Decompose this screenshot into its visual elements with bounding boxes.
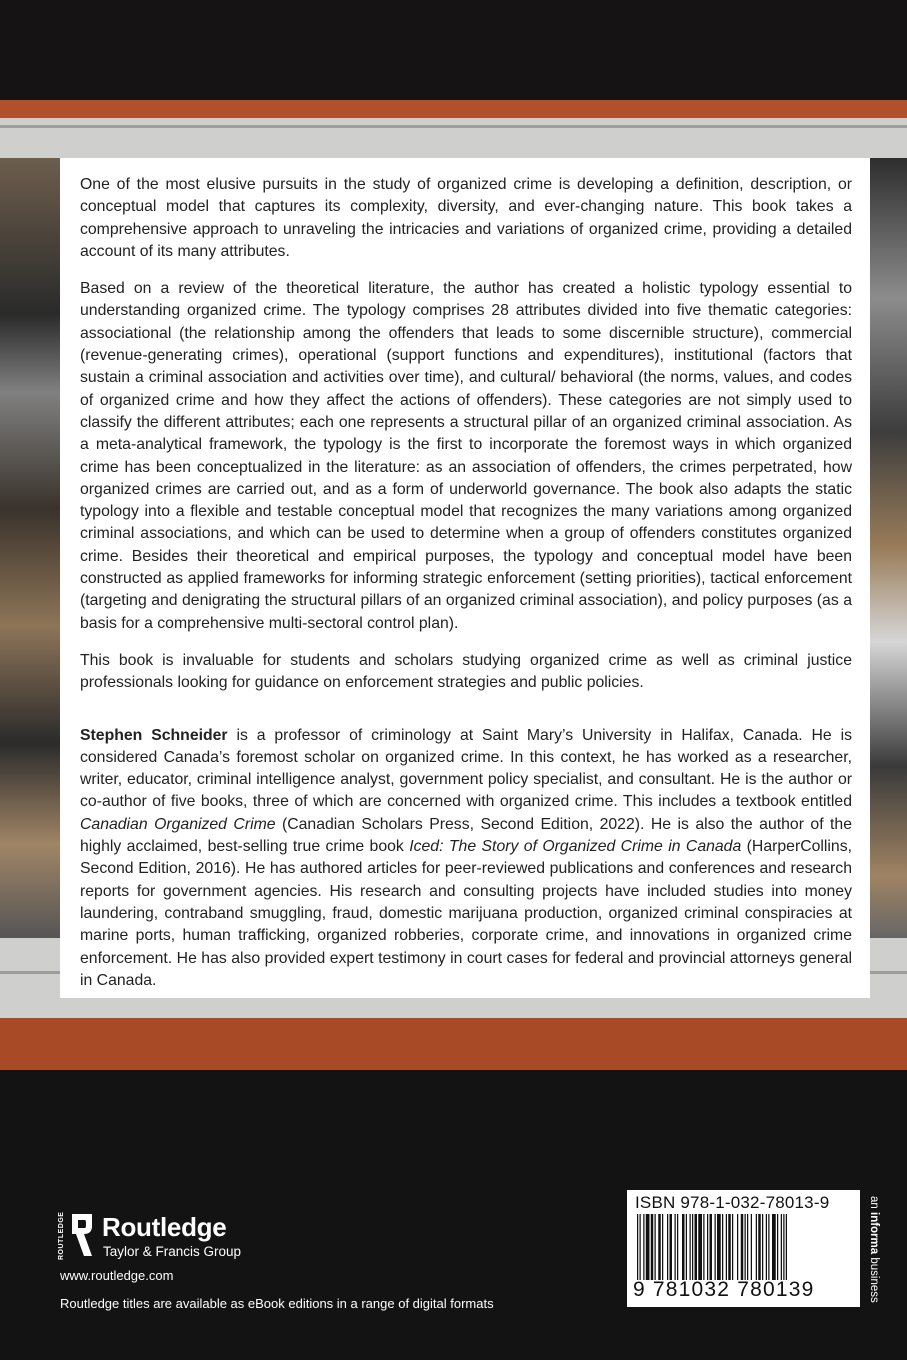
barcode-bar [686, 1214, 687, 1280]
barcode-bar [715, 1214, 716, 1280]
description-paragraph-3: This book is invaluable for students and scholars studying organized crime as well as criminal justice professionals looking for guidance on enforcement strategies and public policies. [80, 651, 852, 692]
routledge-logo-vertical-text: ROUTLEDGE [58, 1211, 65, 1260]
barcode-bar [692, 1214, 693, 1280]
barcode-bar [722, 1214, 723, 1280]
barcode-bar [675, 1214, 676, 1280]
isbn-barcode-box [627, 1190, 860, 1307]
barcode-bar [781, 1214, 782, 1280]
barcode-bar [662, 1214, 663, 1280]
barcode-bar [682, 1214, 685, 1280]
barcode-bar [751, 1214, 752, 1280]
barcode-bar [667, 1214, 668, 1280]
barcode-bar [741, 1214, 744, 1280]
barcode-bar [766, 1214, 767, 1280]
book-title-canadian-organized-crime: Canadian Organized Crime [80, 815, 276, 833]
barcode-bar [658, 1214, 661, 1280]
barcode-bar [786, 1214, 787, 1280]
author-name: Stephen Schneider [80, 726, 228, 744]
author-bio-part-2: (Canadian Scholars Press, Second Edition, 2022). He is also the author of the highly acclaimed, best-selling true crime book [80, 815, 852, 856]
barcode-bar [707, 1214, 708, 1280]
barcode-bar [670, 1214, 673, 1280]
barcode-bar [732, 1214, 733, 1280]
barcode-bar [703, 1214, 704, 1280]
barcode-bar [710, 1214, 713, 1280]
author-bio-part-1: is a professor of criminology at Saint Mary’s University in Halifax, Canada. He is considered Canada’s foremost scholar on organized crime. In this context, he has worked as a researcher, writer, educator, criminal intelligence analyst, government policy specialist, and consultant. He is the author or co-author of five books, three of which are concerned with organized crime. This includes a textbook entitled [80, 726, 852, 811]
collage-right-photos [869, 158, 907, 938]
barcode-bar [651, 1214, 654, 1280]
barcode-bar [756, 1214, 757, 1280]
barcode-bar [777, 1214, 778, 1280]
barcode-bar [737, 1214, 738, 1280]
publisher-name: Routledge [102, 1212, 227, 1242]
barcode-bar [698, 1214, 702, 1280]
barcode-bar [747, 1214, 748, 1280]
top-orange-stripe [0, 100, 907, 118]
collage-left-photos [0, 158, 62, 938]
barcode-bar [677, 1214, 678, 1280]
barcode-bar [690, 1214, 691, 1280]
barcode-bar [643, 1214, 644, 1280]
back-cover-text [80, 174, 852, 1007]
book-title-iced: Iced: The Story of Organized Crime in Canada [409, 838, 742, 856]
barcode-bar [646, 1214, 650, 1280]
barcode-bar [640, 1214, 641, 1280]
isbn-label: ISBN 978-1-032-78013-9 [635, 1193, 830, 1212]
author-bio-part-3: (HarperCollins, Second Edition, 2016). He has authored articles for peer-reviewed publications and conferences and research reports for government agencies. His research and consulting projects have included studies into money laundering, contraband smuggling, fraud, domestic marijuana production, organized criminal conspiracies at marine ports, human trafficking, organized robberies, corporate crime, and innovations in organized crime enforcement. He has also provided expert testimony in court cases for federal and provincial attorneys general in Canada. [80, 838, 852, 989]
informa-brand: informa [868, 1212, 880, 1255]
barcode-bar [655, 1214, 656, 1280]
barcode-bar [758, 1214, 761, 1280]
description-paragraph-2: Based on a review of the theoretical literature, the author has created a holistic typology essential to understanding organized crime. The typology comprises 28 attributes divided into five thematic categories: associational (the relationship among the offenders that leads to some discernible structure), commercial (revenue-generating crimes), operational (support functions and expenditures), institutional (factors that sustain a criminal association and activities over time), and cultural/ behavioral (the norms, values, and codes of organized crime and how they affect the actions of offenders). These categories are not simply used to classify the different attributes; each one represents a structural pillar of an organized criminal association. As a meta-analytical framework, the typology is the first to incorporate the foremost ways in which organized crime has been conceptualized in the literature: as an association of offenders, the crimes perpetrated, how organized crimes are carried out, and as a form of underworld governance. The book also adapts the static typology into a flexible and testable conceptual model that recognizes the many variations among organized criminal associations, and which can be used to determine when a group of offenders constitutes organized crime. Besides their theoretical and empirical purposes, the typology and conceptual model have been constructed as applied frameworks for informing strategic enforcement (setting priorities), tactical enforcement (targeting and denigrating the structural pillars of an organized criminal association), and policy purposes (as a basis for a comprehensive multi-sectoral control plan). [80, 280, 852, 632]
barcode-bar [717, 1214, 721, 1280]
ebook-note: Routledge titles are available as eBook editions in a range of digital formats [60, 1296, 494, 1311]
publisher-group: Taylor & Francis Group [103, 1244, 242, 1259]
bottom-orange-band [0, 1018, 907, 1070]
informa-business-tag [868, 1196, 880, 1303]
description-paragraph-1: One of the most elusive pursuits in the study of organized crime is developing a definition, description, or conceptual model that captures its complexity, diversity, and ever-changing nature. This book takes a comprehensive approach to unraveling the intricacies and variations of organized crime, providing a detailed account of its many attributes. [80, 176, 852, 260]
top-dark-band [0, 0, 907, 100]
barcode-bar [728, 1214, 731, 1280]
informa-suffix: business [868, 1254, 880, 1303]
author-bio [80, 725, 852, 993]
publisher-website: www.routledge.com [60, 1268, 174, 1283]
barcode-bar [695, 1214, 698, 1280]
barcode-bar [772, 1214, 776, 1280]
barcode-bar [726, 1214, 727, 1280]
barcode [637, 1214, 850, 1280]
barcode-bar [783, 1214, 784, 1280]
ean-digits: 9 781032 780139 [633, 1278, 815, 1301]
informa-prefix: an [868, 1196, 880, 1212]
barcode-bar [637, 1214, 638, 1280]
barcode-bar [768, 1214, 769, 1280]
barcode-bar [762, 1214, 763, 1280]
barcode-bar [745, 1214, 746, 1280]
